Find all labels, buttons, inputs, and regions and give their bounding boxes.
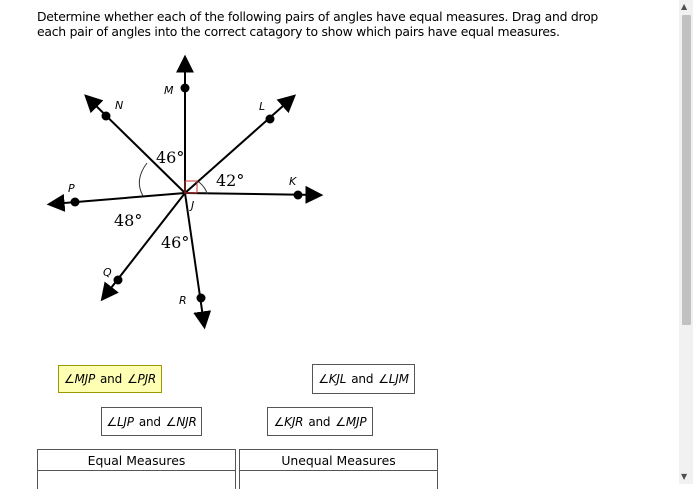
label-m: M: [164, 84, 174, 97]
scroll-down-arrow-icon[interactable]: ▼: [681, 472, 688, 481]
instructions-text: Determine whether each of the following pairs of angles have equal measures. Drag and drop each pair of angles into the correct catagory to show which pairs have equal measures.: [37, 9, 599, 39]
scrollbar-thumb[interactable]: [682, 15, 691, 325]
point-l: [266, 115, 275, 124]
angle-label-jlk: 42°: [216, 171, 245, 190]
tile-and: and: [138, 414, 161, 429]
label-r: R: [179, 294, 187, 307]
pair-tile-kjr-mjp[interactable]: [267, 407, 373, 436]
ray-jn: [88, 98, 185, 193]
pair-tile-mjp-pjr[interactable]: [58, 365, 162, 393]
label-j: J: [191, 199, 195, 212]
dropzone-equal-measures[interactable]: [37, 449, 236, 489]
angle-label-qjr: 46°: [161, 233, 190, 252]
point-q: [114, 276, 123, 285]
scroll-up-arrow-icon[interactable]: ▲: [681, 2, 688, 11]
dropzone-equal-header: Equal Measures: [38, 450, 235, 471]
tile-and: and: [351, 372, 374, 386]
tile-and: and: [308, 414, 331, 429]
arc-pjn: [139, 163, 147, 196]
pair-tile-kjl-ljm[interactable]: [312, 364, 415, 394]
angle-diagram: [0, 0, 340, 340]
point-p: [71, 198, 80, 207]
angle-label-mjn: 46°: [156, 148, 185, 167]
tile-angle-a: ∠KJR: [273, 414, 304, 429]
angle-label-pjq: 48°: [114, 211, 143, 230]
tile-angle-a: ∠KJL: [318, 372, 347, 386]
label-p: P: [68, 182, 75, 195]
tile-angle-b: ∠PJR: [127, 372, 157, 386]
label-n: N: [115, 99, 124, 112]
dropzone-unequal-header: Unequal Measures: [240, 450, 437, 471]
label-k: K: [289, 175, 297, 188]
label-l: L: [259, 100, 266, 113]
dropzone-unequal-measures[interactable]: [239, 449, 438, 489]
arc-jlk: [199, 182, 207, 194]
tile-and: and: [100, 372, 122, 386]
vertical-scrollbar[interactable]: [679, 0, 693, 484]
point-n: [102, 112, 111, 121]
tile-angle-a: ∠MJP: [63, 372, 96, 386]
point-k: [294, 191, 303, 200]
ray-jr: [185, 193, 204, 324]
point-r: [197, 294, 206, 303]
tile-angle-a: ∠LJP: [106, 414, 134, 429]
label-q: Q: [103, 266, 112, 279]
tile-angle-b: ∠MJP: [335, 414, 367, 429]
point-m: [181, 84, 190, 93]
tile-angle-b: ∠NJR: [165, 414, 197, 429]
pair-tile-ljp-njr[interactable]: [101, 407, 202, 436]
tile-angle-b: ∠LJM: [378, 372, 409, 386]
